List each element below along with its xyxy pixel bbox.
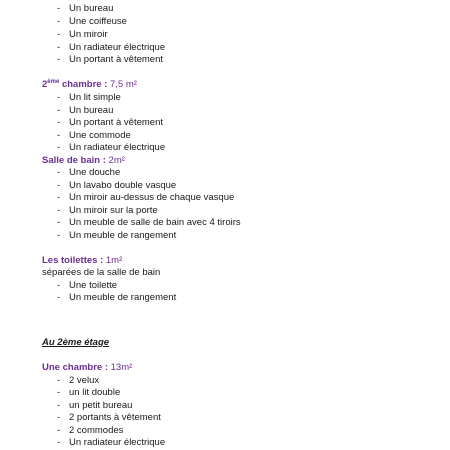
bullet-dash: - (57, 425, 61, 436)
room-area: 7,5 m² (110, 79, 137, 90)
bullet-dash: - (57, 167, 61, 178)
bullet-dash: - (57, 437, 61, 448)
room-heading-bathroom: Salle de bain : 2m² (42, 155, 125, 166)
bullet-dash: - (57, 280, 61, 291)
floor-heading: Au 2ème étage (42, 337, 110, 348)
bullet-dash: - (57, 142, 61, 153)
bullet-dash: - (57, 92, 61, 103)
bullet-dash: - (57, 230, 61, 241)
bullet-dash: - (57, 3, 61, 14)
room-area: 1m² (105, 255, 123, 266)
bullet-dash: - (57, 130, 61, 141)
bullet-dash: - (57, 217, 61, 228)
bullet-dash: - (57, 29, 61, 40)
bullet-dash: - (57, 105, 61, 116)
bullet-dash: - (57, 387, 61, 398)
bullet-dash: - (57, 180, 61, 191)
bullet-dash: - (57, 205, 61, 216)
bullet-dash: - (57, 117, 61, 128)
bullet-dash: - (57, 42, 61, 53)
bullet-dash: - (57, 375, 61, 386)
document-page: - Un bureau - Une coiffeuse - Un miroir - Un radiateur électrique - Un portant à vêtement 2ème chambre : 7,5 m² - Un lit simple - Un bureau - Un portant à vêtement - Une commode - Un radiateur électrique Salle de bain : 2m² - Une douche - Un lavabo double vasque - Un miroir au-dessus de chaque vasque - Un miroir sur la porte - Un meuble de salle de bain avec 4 tiroirs - Un meuble de rangement Les toilettes : 1m² séparées de la salle de bain - Une toilette - Un meuble de rangement Au 2ème étage Une chambre : 13m² - 2 velux - un lit double - un petit bureau - 2 portants à vêtement - 2 commodes - Un radiateur électrique (42, 3, 241, 448)
room-heading-toilets: Les toilettes : 1m² (42, 255, 123, 266)
bullet-dash: - (57, 192, 61, 203)
bullet-dash: - (57, 54, 61, 65)
bullet-dash: - (57, 400, 61, 411)
room-area: 2m² (108, 155, 125, 166)
room-heading-second-bedroom: 2ème chambre : 7,5 m² (42, 78, 137, 90)
room-note: séparées de la salle de bain (42, 267, 161, 278)
room-area: 13m² (110, 362, 133, 373)
bullet-dash: - (57, 412, 61, 423)
bullet-dash: - (57, 16, 61, 27)
room-heading-bedroom: Une chambre : 13m² (42, 362, 133, 373)
bullet-dash: - (57, 292, 61, 303)
